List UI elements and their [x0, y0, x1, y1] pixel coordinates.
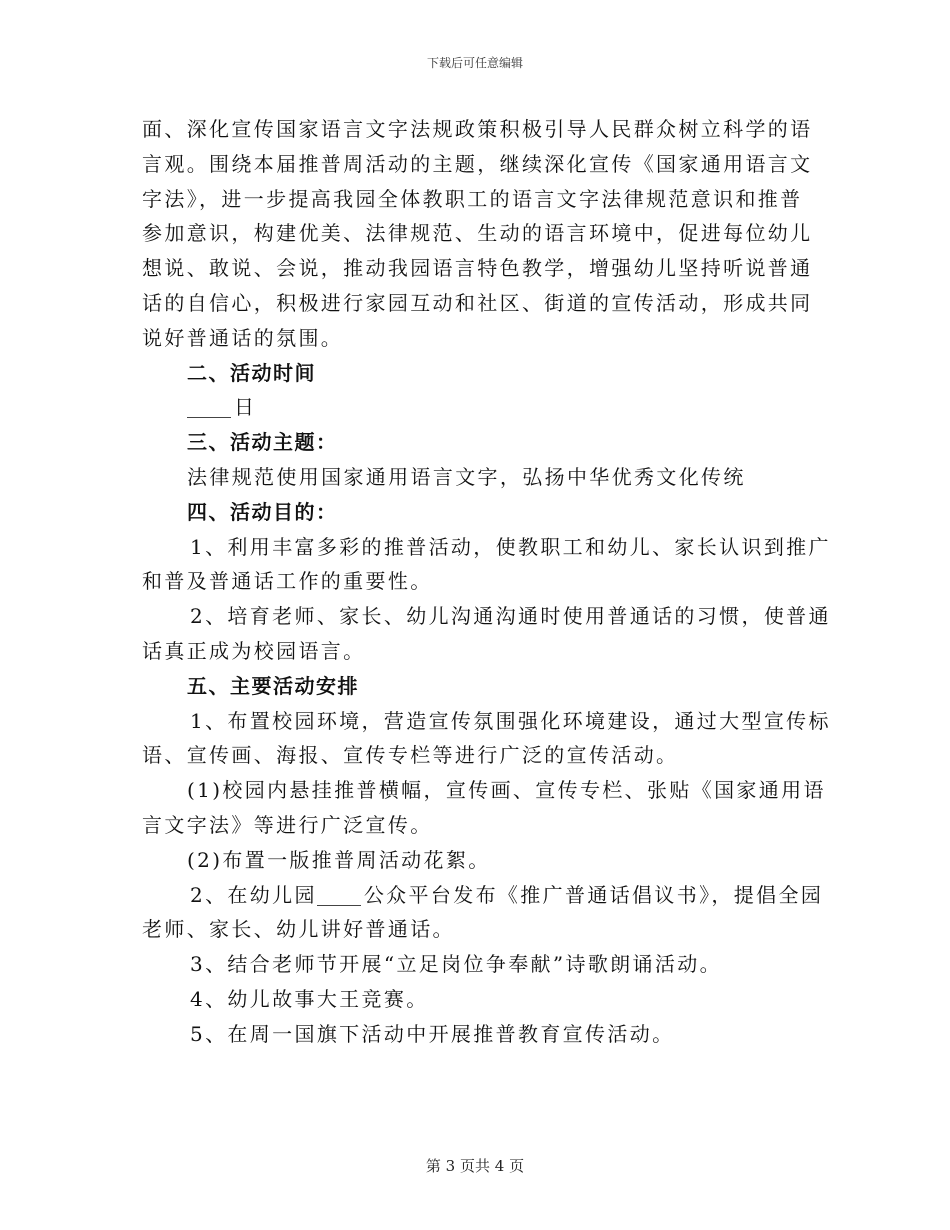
- time-suffix: 日: [234, 395, 257, 420]
- section-heading-time: 二、活动时间: [187, 360, 316, 385]
- activity-item-2-line: 老师、家长、幼儿讲好普通话。: [142, 917, 455, 942]
- paragraph-line: 话的自信心，积极进行家园互动和社区、街道的宣传活动，形成共同: [142, 290, 813, 315]
- activity-item-1-line: 语、宣传画、海报、宣传专栏等进行广泛的宣传活动。: [142, 743, 679, 768]
- section-heading-arrangements: 五、主要活动安排: [187, 673, 359, 698]
- page-footer: 第 3 页共 4 页: [425, 1157, 525, 1175]
- document-body: [142, 112, 831, 1052]
- blank-underline: [317, 883, 361, 906]
- activity-item-5: 5、在周一国旗下活动中开展推普教育宣传活动。: [190, 1021, 675, 1046]
- blank-underline: [187, 395, 231, 418]
- activity-item-2-line: [142, 878, 824, 913]
- paragraph-line: 想说、敢说、会说，推动我园语言特色教学，增强幼儿坚持听说普通: [142, 256, 813, 281]
- activity-item-2-suffix: 公众平台发布《推广普通话倡议书》，提倡全园: [363, 882, 824, 907]
- activity-item-2-prefix: 2、在幼儿园: [190, 882, 317, 907]
- section-heading-theme: 三、活动主题：: [187, 430, 338, 455]
- paragraph-line: 参加意识，构建优美、法律规范、生动的语言环境中，促进每位幼儿: [142, 221, 813, 246]
- activity-theme-text: 法律规范使用国家通用语言文字，弘扬中华优秀文化传统: [187, 464, 746, 489]
- goal-item-2-line: 话真正成为校园语言。: [142, 638, 366, 663]
- activity-item-3: 3、结合老师节开展“立足岗位争奉献”诗歌朗诵活动。: [190, 952, 722, 977]
- activity-subitem-1-line: (1)校园内悬挂推普横幅，宣传画、宣传专栏、张贴《国家通用语: [187, 778, 826, 803]
- activity-subitem-2: (2)布置一版推普周活动花絮。: [187, 847, 491, 872]
- paragraph-line: 言观。围绕本届推普周活动的主题，继续深化宣传《国家通用语言文: [142, 151, 813, 176]
- paragraph-line: 面、深化宣传国家语言文字法规政策积极引导人民群众树立科学的语: [142, 117, 813, 141]
- paragraph-line: 字法》，进一步提高我园全体教职工的语言文字法律规范意识和推普: [142, 186, 803, 211]
- activity-item-4: 4、幼儿故事大王竞赛。: [190, 986, 429, 1011]
- activity-subitem-1-line: 言文字法》等进行广泛宣传。: [142, 812, 433, 837]
- page-header: 下载后可任意编辑: [426, 56, 523, 70]
- goal-item-1-line: 和普及普通话工作的重要性。: [142, 569, 433, 594]
- goal-item-2-line: 2、培育老师、家长、幼儿沟通沟通时使用普通话的习惯，使普通: [190, 604, 831, 629]
- paragraph-line: 说好普通话的氛围。: [142, 325, 344, 350]
- activity-time-value: [142, 390, 808, 425]
- goal-item-1-line: 1、利用丰富多彩的推普活动，使教职工和幼儿、家长认识到推广: [190, 534, 831, 559]
- section-heading-goals: 四、活动目的：: [187, 499, 338, 524]
- activity-item-1-line: 1、布置校园环境，营造宣传氛围强化环境建设，通过大型宣传标: [190, 708, 831, 733]
